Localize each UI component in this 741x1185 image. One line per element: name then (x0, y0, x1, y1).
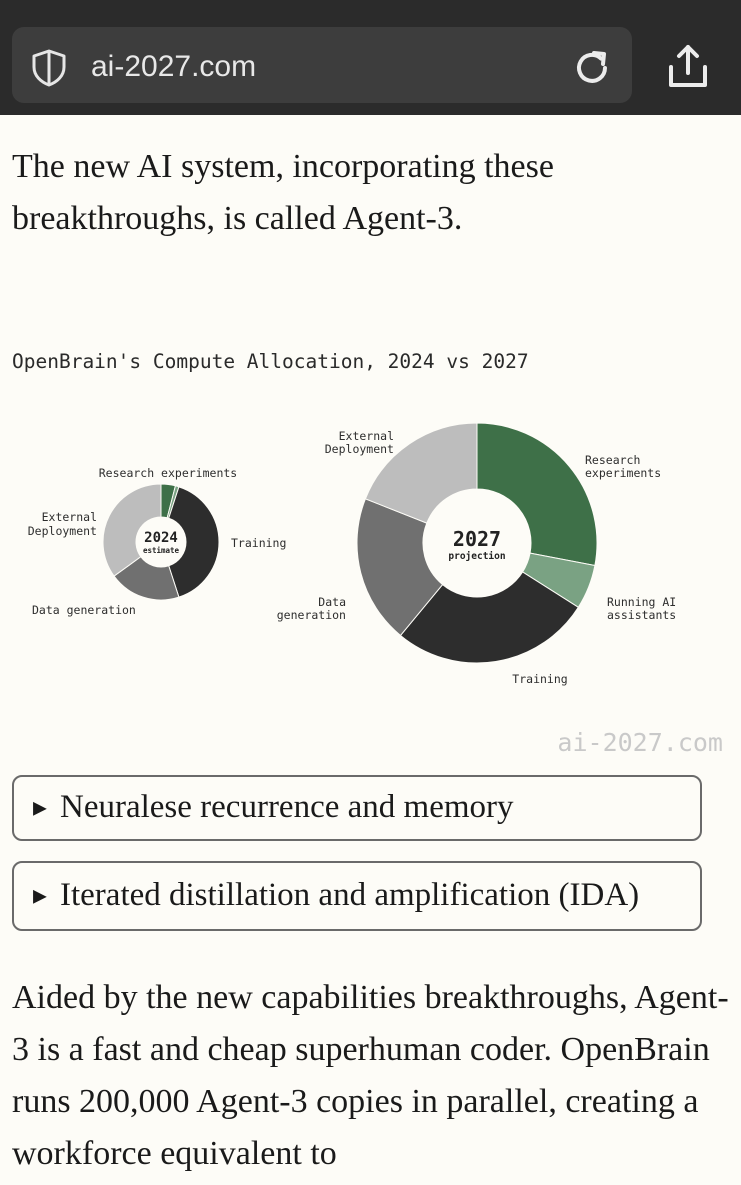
label-2027-data-generation: Data generation (276, 595, 346, 622)
label-2027-external-deployment: External Deployment (324, 429, 394, 456)
label-2024-external-deployment: External Deployment (27, 510, 97, 538)
center-2024: 2024 (144, 530, 178, 546)
disclosure-triangle-icon[interactable]: ▶ (33, 797, 47, 818)
intro-paragraph: The new AI system, incorporating these breakthroughs, is called Agent-3. (12, 148, 554, 237)
compute-allocation-chart (0, 400, 741, 700)
details-ida-label[interactable]: Iterated distillation and amplification (IDA) (60, 876, 640, 913)
label-2027-training: Training (512, 672, 568, 686)
shield-icon[interactable] (29, 48, 69, 88)
center-2027-sub: projection (448, 551, 506, 562)
label-2027-research: Research experiments (585, 453, 662, 480)
details-ida[interactable] (12, 861, 702, 931)
center-2024-sub: estimate (142, 546, 180, 555)
chart-title: OpenBrain's Compute Allocation, 2024 vs 2027 (12, 350, 529, 373)
share-icon[interactable] (665, 43, 711, 91)
label-2027-running-ai: Running AI assistants (607, 595, 677, 622)
disclosure-triangle-icon[interactable]: ▶ (33, 885, 47, 906)
url-text[interactable]: ai-2027.com (91, 50, 257, 83)
label-2024-training: Training (231, 536, 287, 550)
label-2024-research: Research experiments (98, 466, 238, 480)
site-watermark: ai-2027.com (557, 728, 723, 757)
reload-icon[interactable] (570, 46, 614, 90)
center-2027: 2027 (452, 527, 502, 551)
body-paragraph: Aided by the new capabilities breakthroughs, Agent-3 is a fast and cheap superhuman coder. OpenBrain runs 200,000 Agent-3 copies in parallel, creating a workforce equivalent to (12, 979, 729, 1172)
label-2024-data-generation: Data generation (32, 603, 136, 617)
details-neuralese[interactable] (12, 775, 702, 841)
details-neuralese-label[interactable]: Neuralese recurrence and memory (60, 788, 514, 825)
